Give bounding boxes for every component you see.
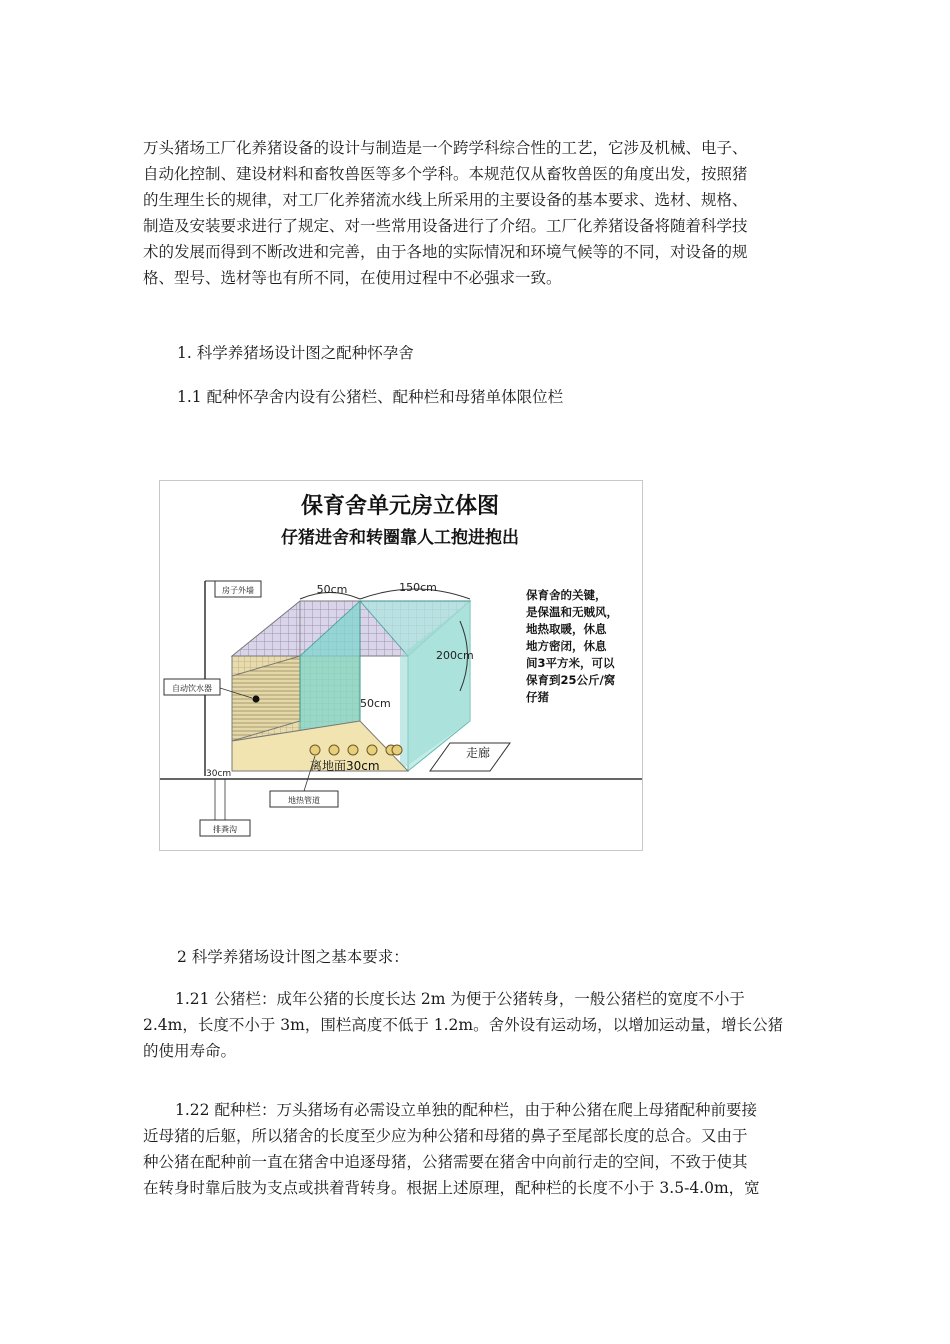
intro-line: 制造及安装要求进行了规定、对一些常用设备进行了介绍。工厂化养猪设备将随着科学技 (143, 217, 748, 235)
dim-50cm-mid: 50cm (360, 697, 391, 710)
intro-paragraph (143, 135, 808, 291)
label-corridor: 走廊 (466, 746, 491, 760)
intro-line: 自动化控制、建设材料和畜牧兽医等多个学科。本规范仅从畜牧兽医的角度出发，按照猪 (143, 165, 748, 183)
intro-line: 格、型号、选材等也有所不同，在使用过程中不必强求一致。 (143, 269, 562, 287)
svg-text:自动饮水器: 自动饮水器 (172, 684, 212, 693)
svg-text:地热管道: 地热管道 (288, 796, 320, 805)
callout-drinker (164, 679, 220, 695)
svg-text:地方密闭，休息: 地方密闭，休息 (526, 639, 607, 653)
figure-subtitle: 仔猪进舍和转圈靠人工抱进抱出 (281, 528, 519, 548)
svg-text:保育舍的关键，: 保育舍的关键， (526, 588, 607, 602)
dim-150cm: 150cm (399, 581, 437, 594)
para-line: 的使用寿命。 (143, 1042, 237, 1060)
paragraph-1-21 (143, 986, 808, 1064)
paragraph-1-22 (143, 1097, 808, 1201)
dim-50cm-top: 50cm (316, 583, 348, 596)
intro-line: 术的发展而得到不断改进和完善，由于各地的实际情况和环境气候等的不同，对设备的规 (143, 243, 748, 261)
para-line: 种公猪在配种前一直在猪舍中追逐母猪，公猪需要在猪舍中向前行走的空间，不致于使其 (143, 1153, 748, 1171)
para-line: 1.21 公猪栏：成年公猪的长度长达 2m 为便于公猪转身，一般公猪栏的宽度不小于 (175, 990, 745, 1008)
label-height: 离地面30cm (310, 759, 380, 773)
label-30cm: 30cm (206, 769, 232, 779)
nursery-unit-diagram (159, 480, 643, 851)
dim-200cm: 200cm (436, 649, 474, 662)
section-heading-1-1: 1.1 配种怀孕舍内设有公猪栏、配种栏和母猪单体限位栏 (177, 388, 564, 406)
key-note (526, 588, 618, 704)
section-heading-1: 1. 科学养猪场设计图之配种怀孕舍 (177, 344, 414, 362)
para-line: 1.22 配种栏：万头猪场有必需设立单独的配种栏，由于种公猪在爬上母猪配种前要接 (175, 1101, 757, 1119)
drinker-icon (253, 696, 260, 703)
para-line: 2.4m，长度不小于 3m，围栏高度不低于 1.2m。舍外设有运动场，以增加运动量，增长公猪 (143, 1016, 784, 1034)
svg-text:间3平方米，可以: 间3平方米，可以 (526, 656, 615, 670)
callout-drain (200, 779, 250, 836)
svg-text:保育到25公斤/窝: 保育到25公斤/窝 (526, 673, 616, 687)
intro-line: 万头猪场工厂化养猪设备的设计与制造是一个跨学科综合性的工艺，它涉及机械、电子、 (143, 139, 748, 157)
svg-text:排粪沟: 排粪沟 (213, 825, 237, 834)
svg-text:房子外墙: 房子外墙 (222, 586, 254, 595)
svg-text:仔猪: 仔猪 (526, 690, 549, 704)
intro-line: 的生理生长的规律，对工厂化养猪流水线上所采用的主要设备的基本要求、选材、规格、 (143, 191, 748, 209)
svg-text:是保温和无贼风，: 是保温和无贼风， (526, 605, 618, 619)
section-heading-2: 2 科学养猪场设计图之基本要求： (177, 948, 409, 966)
svg-text:地热取暖，休息: 地热取暖，休息 (526, 622, 607, 636)
para-line: 近母猪的后躯，所以猪舍的长度至少应为种公猪和母猪的鼻子至尾部长度的总合。又由于 (143, 1127, 748, 1145)
figure-title: 保育舍单元房立体图 (300, 494, 500, 519)
callout-wall (215, 581, 261, 597)
para-line: 在转身时靠后肢为支点或拱着背转身。根据上述原理，配种栏的长度不小于 3.5-4.0m，宽 (143, 1179, 760, 1197)
